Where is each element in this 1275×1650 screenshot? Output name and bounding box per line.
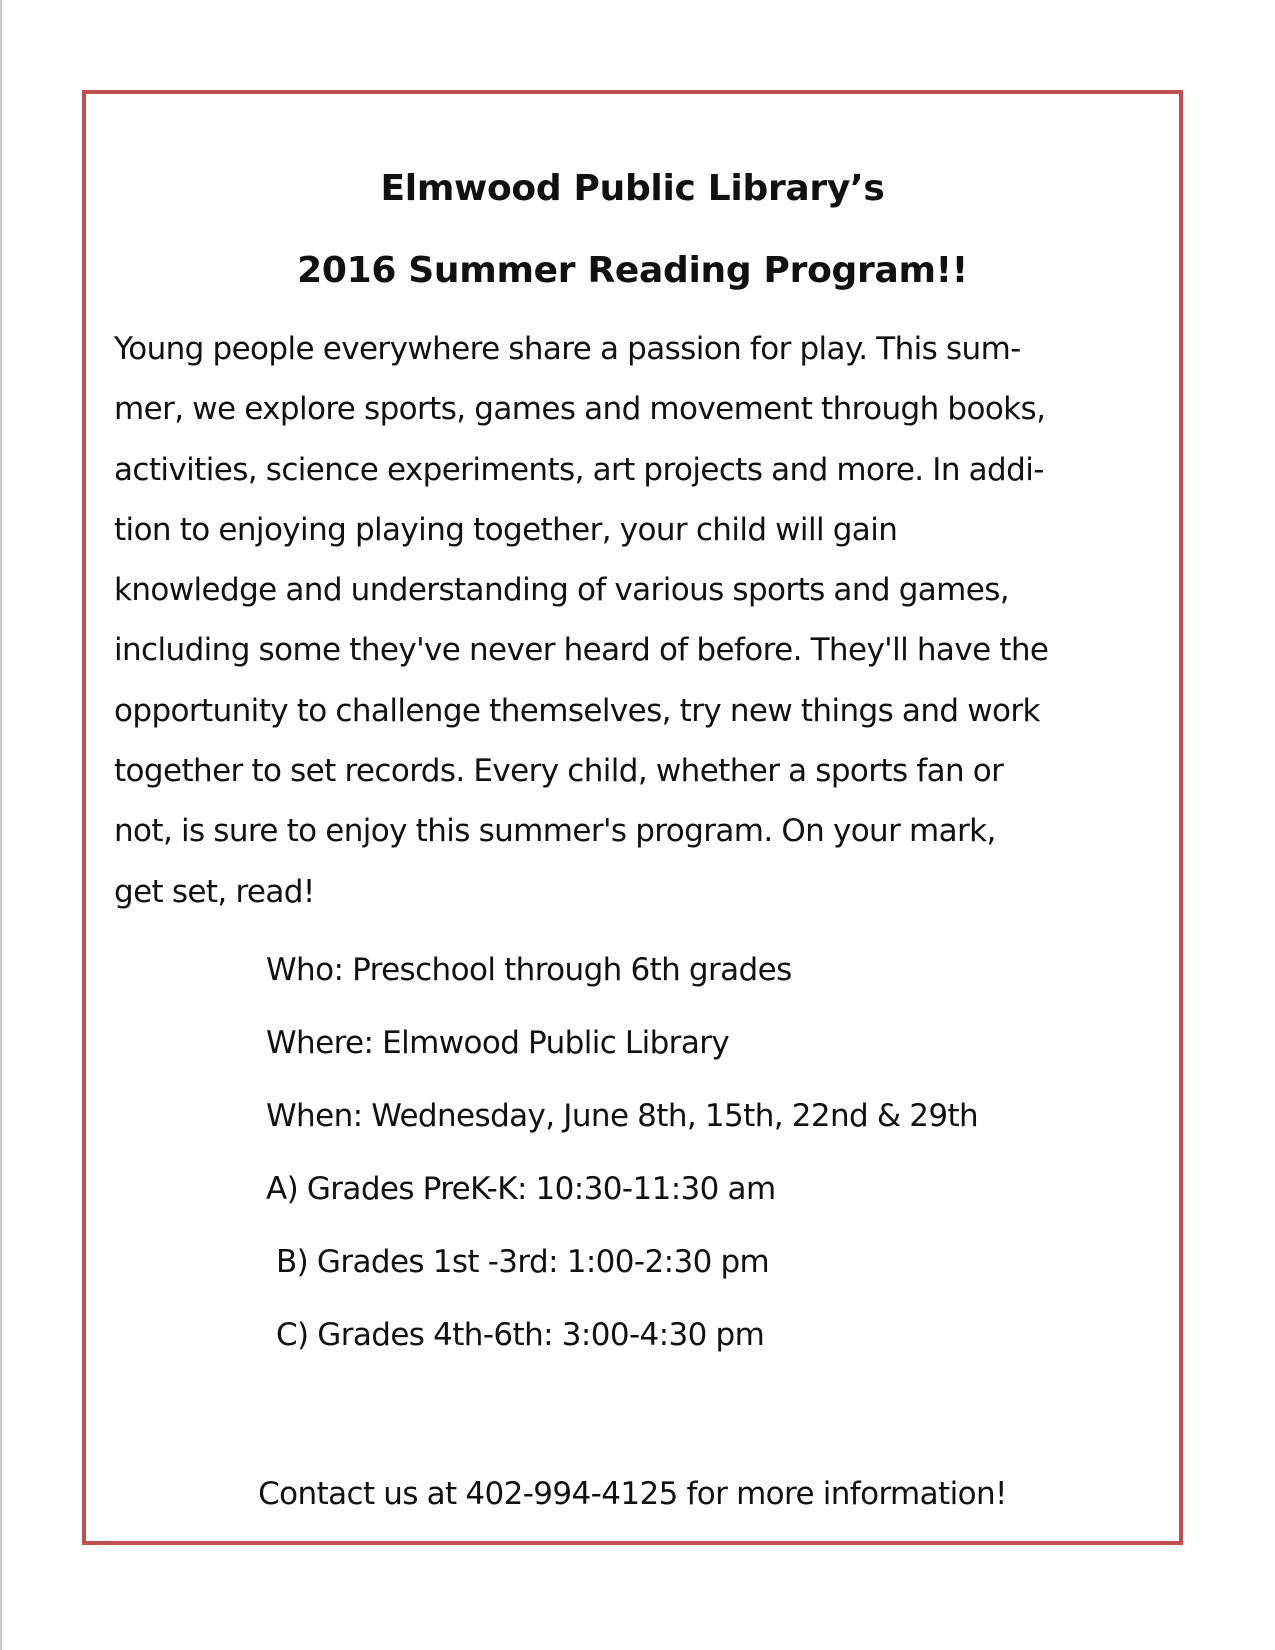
contact-line: Contact us at 402-994-4125 for more information!: [258, 1476, 1007, 1512]
description-line: knowledge and understanding of various sports and games,: [114, 572, 1010, 609]
description-line: mer, we explore sports, games and movement through books,: [114, 391, 1046, 428]
page-edge-line: [0, 0, 2, 1650]
description-line: including some they've never heard of before. They'll have the: [114, 632, 1049, 669]
description-line: not, is sure to enjoy this summer's program. On your mark,: [114, 813, 996, 850]
description-line: Young people everywhere share a passion for play. This sum-: [114, 331, 1021, 367]
description-line: get set, read!: [114, 873, 315, 910]
session-b: B) Grades 1st -3rd: 1:00-2:30 pm: [276, 1244, 770, 1280]
session-c: C) Grades 4th-6th: 3:00-4:30 pm: [276, 1317, 765, 1353]
description-line: together to set records. Every child, whether a sports fan or: [114, 753, 1004, 790]
flyer-title-line-1: Elmwood Public Library’s: [380, 168, 885, 209]
program-details: [266, 934, 978, 1372]
flyer-title-line-2: 2016 Summer Reading Program!!: [297, 250, 968, 291]
session-a: A) Grades PreK-K: 10:30-11:30 am: [266, 1171, 776, 1207]
detail-who: Who: Preschool through 6th grades: [266, 952, 792, 988]
flyer-border-frame: [82, 90, 1183, 1545]
description-line: opportunity to challenge themselves, try new things and work: [114, 692, 1040, 729]
detail-when: When: Wednesday, June 8th, 15th, 22nd & 29th: [266, 1098, 979, 1134]
program-description: [114, 319, 1159, 922]
description-line: tion to enjoying playing together, your child will gain: [114, 511, 898, 548]
detail-where: Where: Elmwood Public Library: [266, 1025, 730, 1061]
description-line: activities, science experiments, art projects and more. In addi-: [114, 451, 1044, 488]
